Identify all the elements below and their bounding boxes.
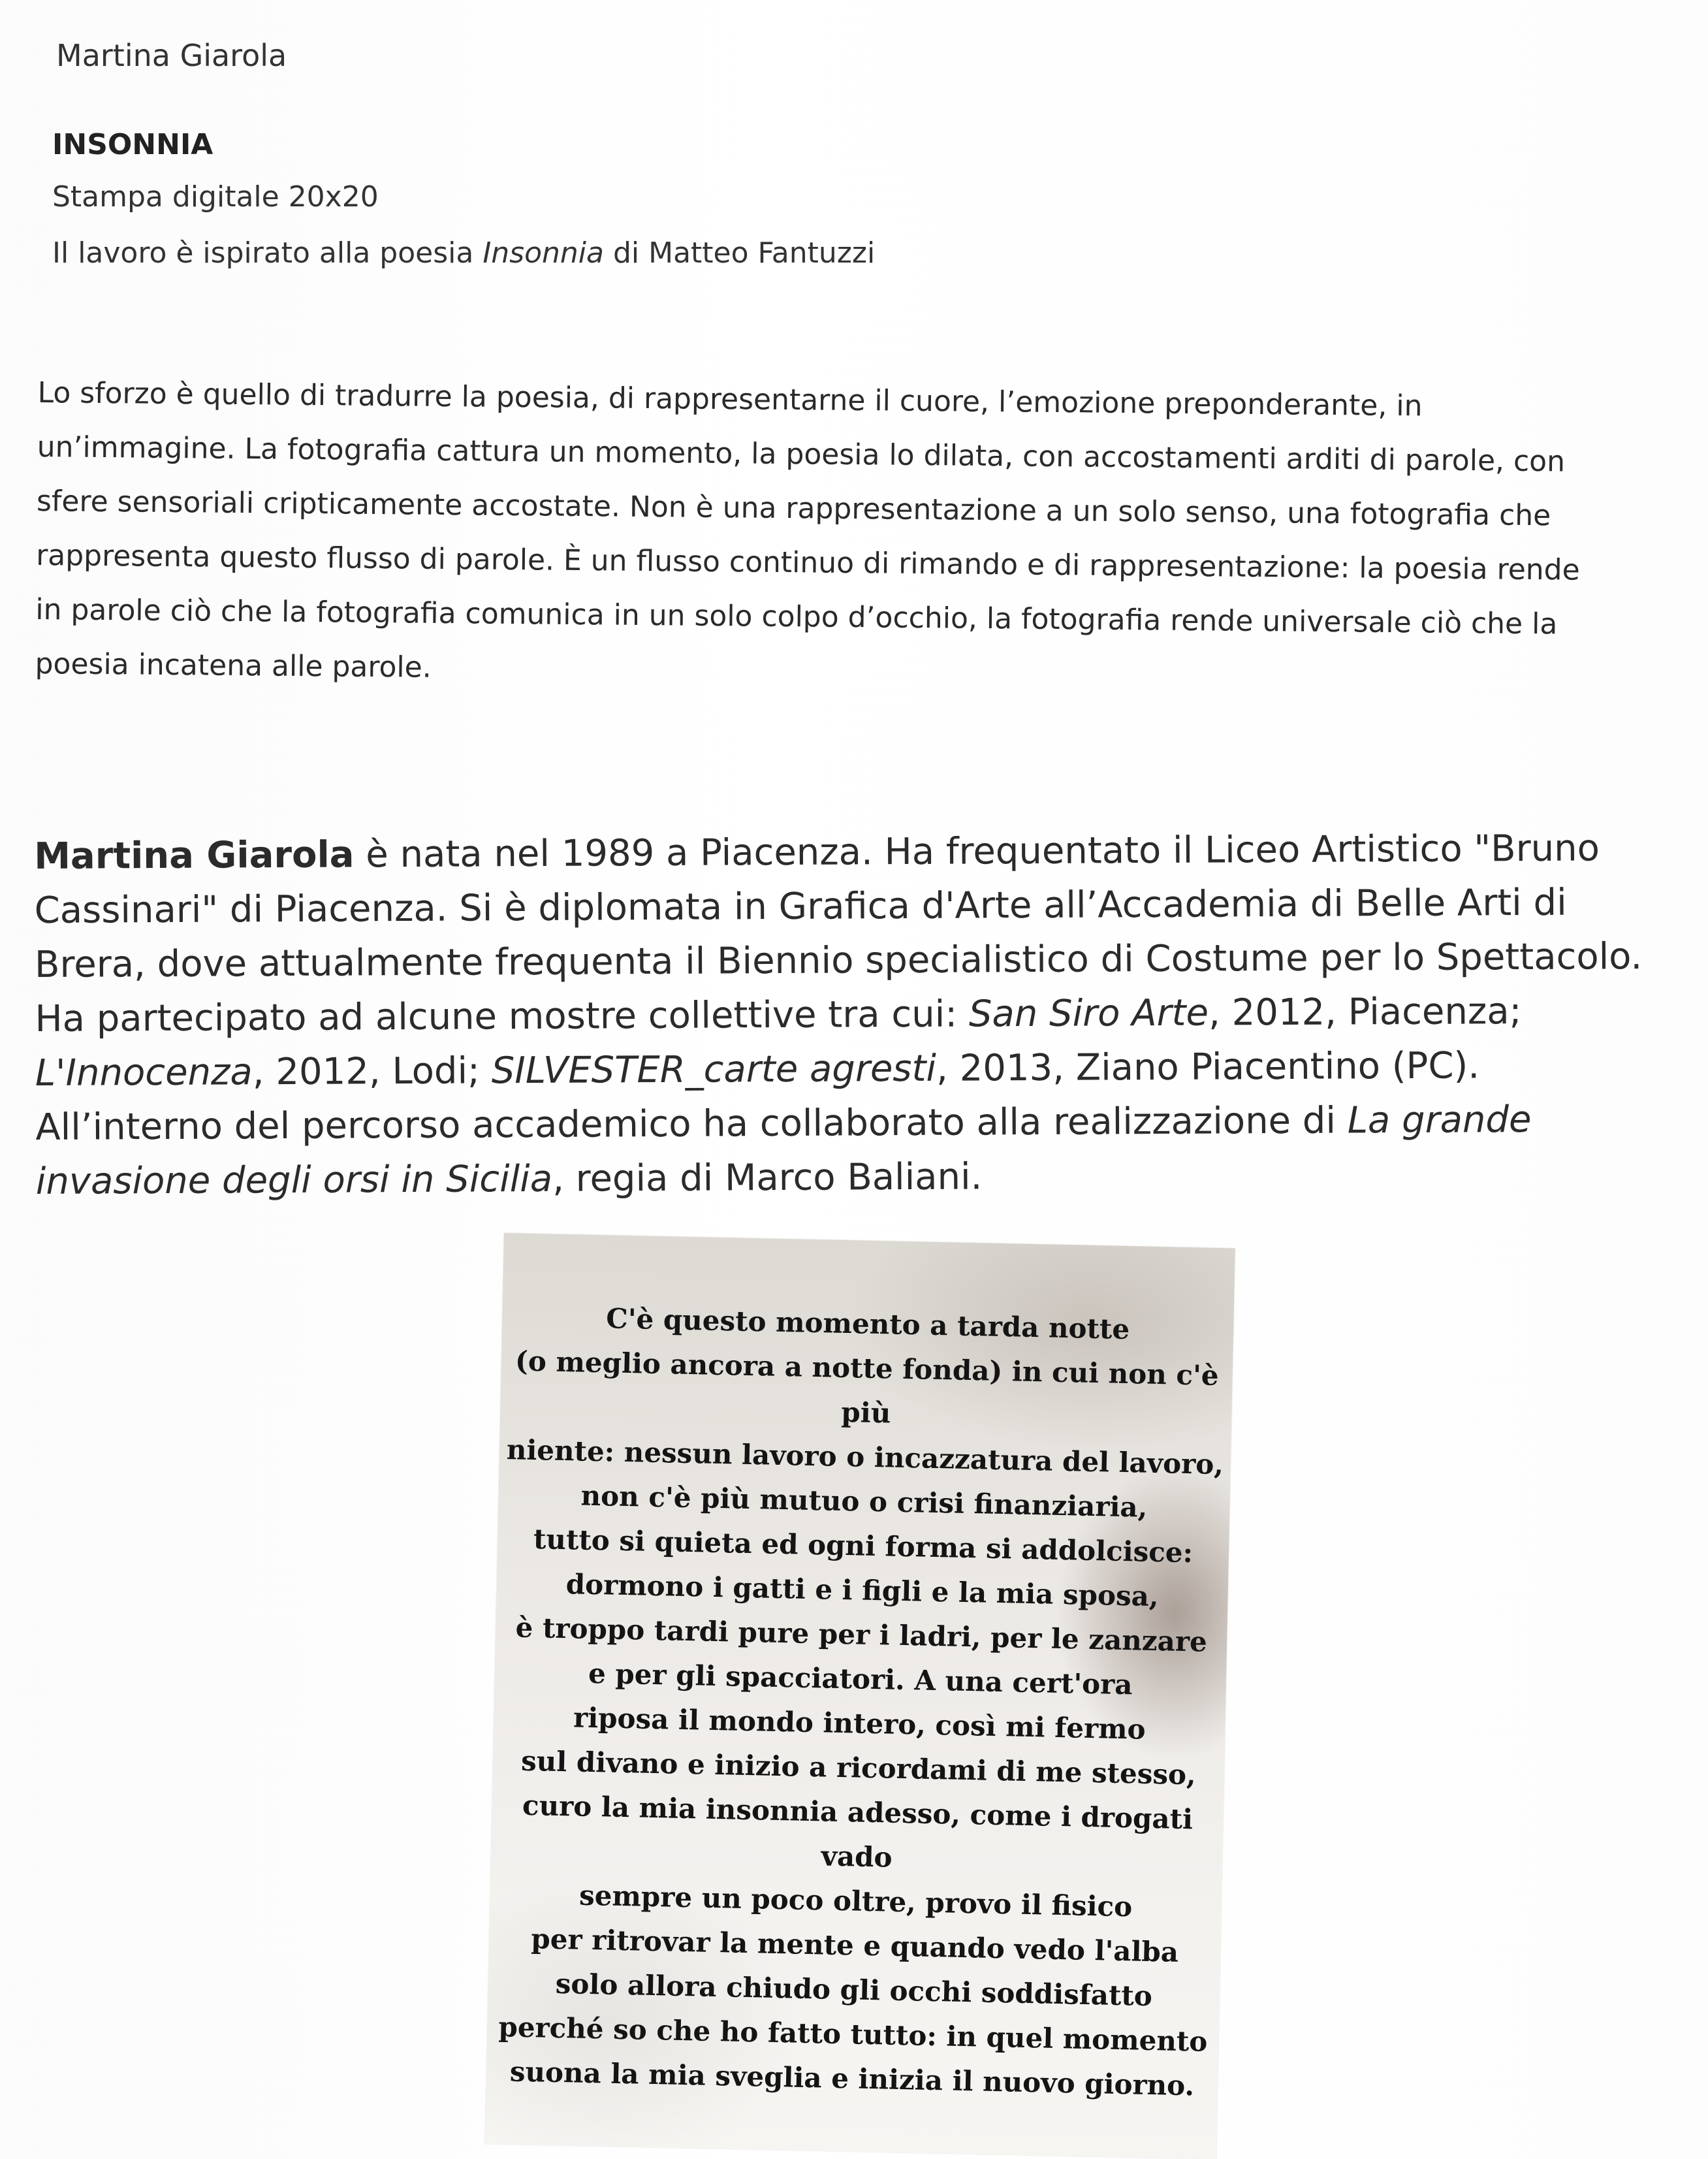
bio-line bbox=[35, 1092, 1687, 1155]
bio-text: Ha partecipato ad alcune mostre collettive tra cui: bbox=[35, 993, 970, 1040]
inspiration-poem-title: Insonnia bbox=[482, 236, 604, 270]
bio-exhibition-title: SILVESTER_carte agresti bbox=[491, 1047, 937, 1093]
bio-line: Cassinari" di Piacenza. Si è diplomata in Grafica d'Arte all’Accademia di Belle Arti di bbox=[34, 881, 1567, 932]
description-line: poesia incatena alle parole. bbox=[35, 647, 432, 684]
poem-line: C'è questo momento a tarda notte bbox=[605, 1302, 1130, 1346]
poem-line: non c'è più mutuo o crisi finanziaria, bbox=[580, 1479, 1148, 1524]
poem-text bbox=[486, 1294, 1233, 2109]
inspiration-suffix: di Matteo Fantuzzi bbox=[603, 236, 876, 270]
artwork-medium: Stampa digitale 20x20 bbox=[52, 180, 379, 214]
author-name: Martina Giarola bbox=[56, 38, 287, 73]
bio-text: , 2012, Lodi; bbox=[252, 1049, 492, 1094]
poem-line: e per gli spacciatori. A una cert'ora bbox=[588, 1657, 1133, 1701]
bio-exhibition-title: San Siro Arte bbox=[968, 991, 1209, 1036]
poem-line: niente: nessun lavoro o incazzatura del lavoro, bbox=[506, 1433, 1224, 1481]
poem-line: vado bbox=[821, 1840, 893, 1874]
poem-line: dormono i gatti e i figli e la mia sposa, bbox=[565, 1568, 1160, 1613]
poem-line: perché so che ho fatto tutto: in quel momento bbox=[498, 2011, 1208, 2058]
poem-line: solo allora chiudo gli occhi soddisfatto bbox=[555, 1967, 1153, 2013]
description-line: un’immagine. La fotografia cattura un momento, la poesia lo dilata, con accostamenti arditi di parole, con bbox=[37, 430, 1566, 479]
bio-text: All’interno del percorso accademico ha collaborato alla realizzazione di bbox=[35, 1099, 1348, 1149]
artwork-inspiration bbox=[52, 236, 875, 270]
bio-production-title: invasione degli orsi in Sicilia bbox=[35, 1157, 553, 1203]
poem-line: sul divano e inizio a ricordami di me stesso, bbox=[520, 1744, 1197, 1791]
bio-line bbox=[35, 1038, 1687, 1100]
bio-production-title: La grande bbox=[1347, 1098, 1532, 1142]
bio-line bbox=[35, 984, 1686, 1046]
poem-line: riposa il mondo intero, così mi fermo bbox=[573, 1701, 1147, 1746]
description-line: rappresenta questo flusso di parole. È un flusso continuo di rimando e di rappresentazione: la poesia rende bbox=[35, 538, 1580, 587]
artwork-title: INSONNIA bbox=[52, 128, 214, 161]
bio-line: Brera, dove attualmente frequenta il Biennio specialistico di Costume per lo Spettacolo. bbox=[34, 935, 1643, 986]
bio-text: , 2012, Piacenza; bbox=[1208, 990, 1522, 1034]
bio-line bbox=[36, 1146, 1688, 1209]
poem-line: tutto si quieta ed ogni forma si addolcisce: bbox=[533, 1523, 1194, 1569]
bio-text: , regia di Marco Baliani. bbox=[552, 1155, 983, 1200]
poem-line: sempre un poco oltre, provo il fisico bbox=[578, 1879, 1133, 1923]
description-line: Lo sforzo è quello di tradurre la poesia, di rappresentarne il cuore, l’emozione preponderante, in bbox=[37, 376, 1423, 423]
bio-text: è nata nel 1989 a Piacenza. Ha frequentato il Liceo Artistico "Bruno bbox=[354, 827, 1600, 876]
poem-line: curo la mia insonnia adesso, come i drogati bbox=[522, 1789, 1194, 1836]
poem-line: più bbox=[840, 1396, 891, 1430]
poem-line: (o meglio ancora a notte fonda) in cui non c'è bbox=[514, 1345, 1220, 1392]
description-line: in parole ciò che la fotografia comunica in un solo colpo d’occhio, la fotografia rende universale ciò che la bbox=[35, 592, 1558, 641]
poem-line: per ritrovar la mente e quando vedo l'alba bbox=[530, 1923, 1179, 1968]
bio-exhibition-title: L'Innocenza bbox=[35, 1051, 253, 1095]
poem-print-image bbox=[485, 1233, 1235, 2159]
bio-line bbox=[34, 821, 1686, 884]
inspiration-prefix: Il lavoro è ispirato alla poesia bbox=[52, 236, 483, 270]
artwork-description bbox=[35, 366, 1683, 707]
bio-artist-name: Martina Giarola bbox=[34, 833, 355, 878]
bio-text: , 2013, Ziano Piacentino (PC). bbox=[936, 1044, 1480, 1090]
poem-line: suona la mia sveglia e inizia il nuovo giorno. bbox=[509, 2055, 1195, 2102]
poem-line: è troppo tardi pure per i ladri, per le zanzare bbox=[515, 1611, 1208, 1658]
description-line: sfere sensoriali cripticamente accostate. Non è una rappresentazione a un solo senso, una fotografia che bbox=[36, 484, 1551, 533]
artist-biography bbox=[34, 821, 1688, 1209]
